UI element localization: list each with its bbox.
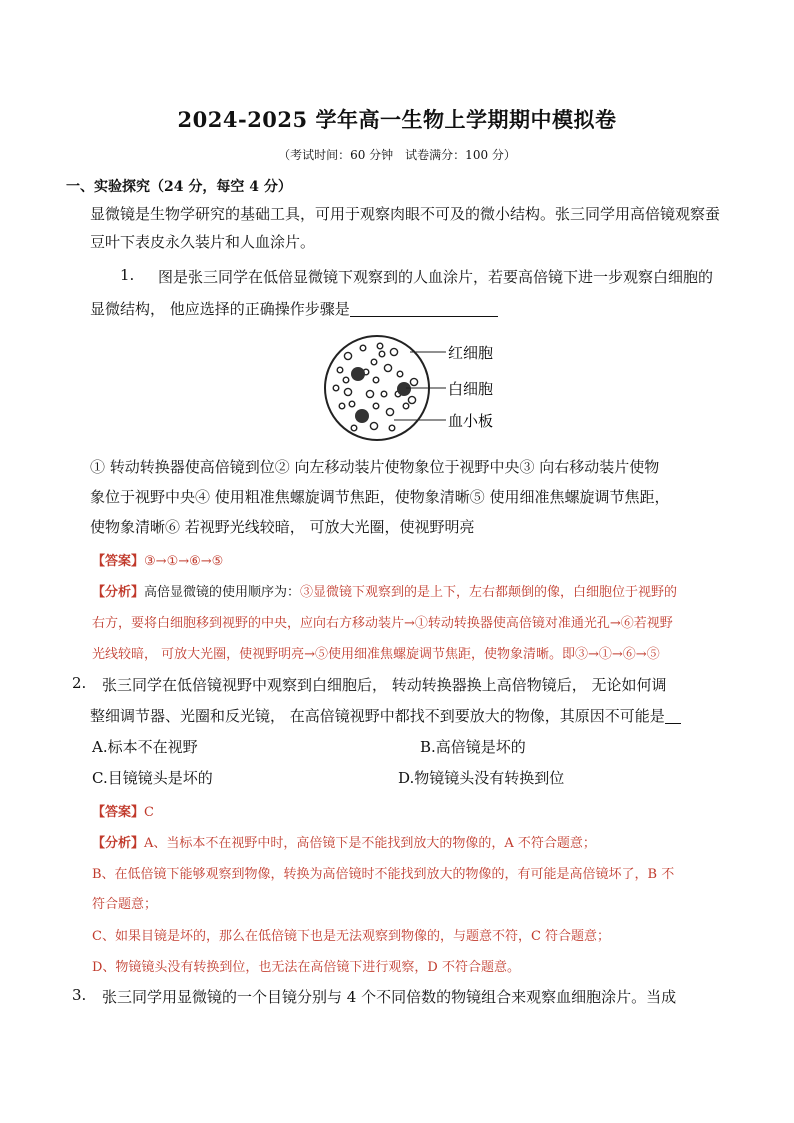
q2-analysis-c: C、如果目镜是坏的，那么在低倍镜下也是无法观察到物像的，与题意不符，C 符合题意； [92, 929, 611, 944]
q1-analysis-label: 【分析】 [92, 585, 145, 600]
q2-text-line2-content: 整细调节器、光圈和反光镜， 在高倍镜视野中都找不到要放大的物像，其原因不可能是 [90, 707, 665, 725]
section-heading: 一、实验探究（24 分，每空 4 分） [66, 179, 292, 195]
q2-analysis-b2: 符合题意； [92, 897, 158, 912]
q1-analysis-step: ③显微镜下观察到的是上下，左右都颠倒的像，白细胞位于视野的 [300, 585, 678, 600]
q1-analysis-intro: 高倍显微镜的使用顺序为： [144, 585, 301, 600]
label-red-blood-cell: 红细胞 [448, 344, 494, 362]
q3-text-line1: 张三同学用显微镜的一个目镜分别与 4 个不同倍数的物镜组合来观察血细胞涂片。当成 [102, 988, 677, 1006]
q2-analysis-d: D、物镜镜头没有转换到位，也无法在高倍镜下进行观察，D 不符合题意。 [92, 960, 520, 975]
q2-option-a[interactable]: A.标本不在视野 [92, 738, 198, 756]
q2-analysis-b1: B、在低倍镜下能够观察到物像，转换为高倍镜时不能找到放大的物像的，有可能是高倍镜坏了，B 不 [92, 867, 675, 882]
q1-text-line2 [90, 298, 498, 319]
q2-answer-value: C [144, 805, 154, 820]
q2-answer [92, 801, 154, 820]
q2-analysis-label: 【分析】 [92, 836, 145, 851]
page-title: 2024-2025 学年高一生物上学期期中模拟卷 [177, 107, 617, 132]
q1-options-line1: ① 转动转换器使高倍镜到位② 向左移动装片使物象位于视野中央③ 向右移动装片使物 [90, 458, 660, 476]
q2-number: 2. [72, 674, 87, 692]
q1-analysis-line2: 右方，要将白细胞移到视野的中央，应向右方移动装片→①转动转换器使高倍镜对准通光孔→⑥若视野 [92, 616, 673, 631]
q1-answer-label: 【答案】 [92, 554, 145, 569]
q3-number: 3. [72, 986, 87, 1004]
q2-option-c[interactable]: C.目镜镜头是坏的 [92, 769, 213, 787]
q2-text-line2 [90, 705, 681, 726]
q1-analysis-line3: 光线较暗， 可放大光圈，使视野明亮→⑤使用细准焦螺旋调节焦距，使物象清晰。即③→①→⑥→⑤ [92, 647, 660, 662]
q1-text-line2-content: 显微结构， 他应选择的正确操作步骤是 [90, 300, 350, 318]
q2-text-line1: 张三同学在低倍镜视野中观察到白细胞后， 转动转换器换上高倍物镜后， 无论如何调 [102, 676, 667, 694]
blood-smear-figure [318, 334, 508, 442]
q2-answer-label: 【答案】 [92, 805, 145, 820]
q2-option-b[interactable]: B.高倍镜是坏的 [420, 738, 526, 756]
q1-options-line2: 象位于视野中央④ 使用粗准焦螺旋调节焦距，使物象清晰⑤ 使用细准焦螺旋调节焦距， [90, 488, 670, 506]
label-white-blood-cell: 白细胞 [448, 380, 494, 398]
q2-answer-blank[interactable] [665, 707, 681, 724]
q1-options-line3: 使物象清晰⑥ 若视野光线较暗， 可放大光圈，使视野明亮 [90, 518, 475, 536]
label-platelet: 血小板 [448, 412, 494, 430]
q1-text-line1: 图是张三同学在低倍显微镜下观察到的人血涂片，若要高倍镜下进一步观察白细胞的 [158, 268, 714, 286]
section-intro: 显微镜是生物学研究的基础工具，可用于观察肉眼不可及的微小结构。张三同学用高倍镜观察蚕豆叶下表皮永久装片和人血涂片。 [90, 205, 721, 251]
q1-analysis-line1 [92, 581, 677, 600]
q1-answer-blank[interactable] [350, 300, 498, 317]
exam-info: （考试时间：60 分钟 试卷满分：100 分） [278, 148, 516, 162]
q2-option-d[interactable]: D.物镜镜头没有转换到位 [398, 769, 565, 787]
q1-answer-value: ③→①→⑥→⑤ [144, 554, 224, 569]
q2-analysis-a [92, 832, 596, 851]
q2-analysis-a-text: A、当标本不在视野中时，高倍镜下是不能找到放大的物像的，A 不符合题意； [144, 836, 596, 851]
q1-answer [92, 550, 223, 569]
q1-number: 1. [120, 266, 135, 284]
